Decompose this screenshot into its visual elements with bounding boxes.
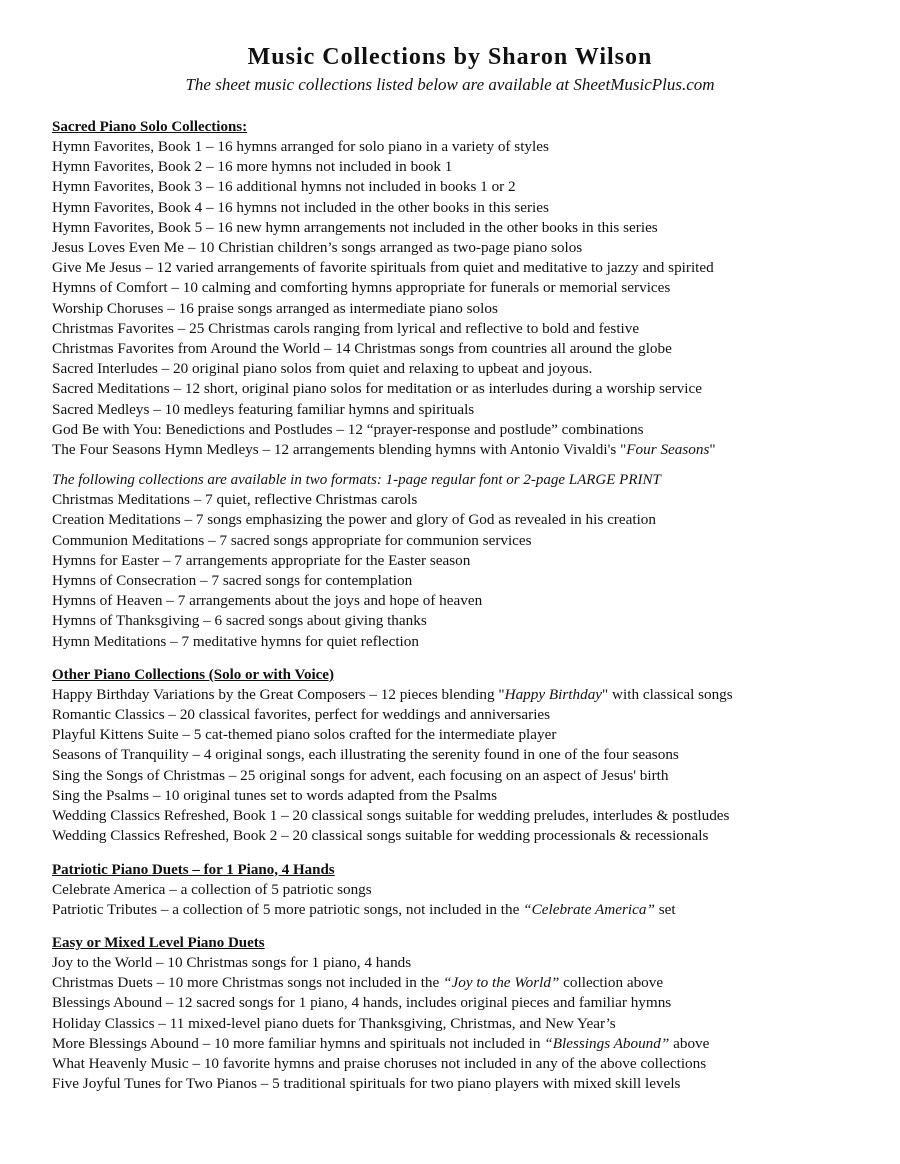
list-item: Seasons of Tranquility – 4 original songs, each illustrating the serenity found in one of the four seasons [52,746,679,764]
list-item: Hymns of Heaven – 7 arrangements about the joys and hope of heaven [52,592,483,610]
easy-heading: Easy or Mixed Level Piano Duets [52,934,265,951]
text-segment: above [669,1034,710,1052]
list-item: Hymn Favorites, Book 1 – 16 hymns arranged for solo piano in a variety of styles [52,138,549,155]
other-section [52,665,900,847]
list-item: Christmas Favorites – 25 Christmas carols ranging from lyrical and reflective to bold and festive [52,319,640,337]
list-item: Sing the Psalms – 10 original tunes set to words adapted from the Psalms [52,786,498,804]
text-segment-italic: “Blessings Abound” [544,1034,670,1052]
list-item-birthday [52,685,900,705]
page-title: Music Collections by Sharon Wilson [247,44,653,70]
list-item: Hymns of Consecration – 7 sacred songs for contemplation [52,572,413,590]
list-item: Christmas Meditations – 7 quiet, reflective Christmas carols [52,491,418,509]
text-segment-italic: “Celebrate America” [523,900,655,918]
patriotic-section [52,860,900,920]
list-item: Hymn Favorites, Book 3 – 16 additional hymns not included in books 1 or 2 [52,178,516,196]
list-item-christmas-duets [52,973,900,993]
list-item: Playful Kittens Suite – 5 cat-themed piano solos crafted for the intermediate player [52,726,557,744]
list-item: Sing the Songs of Christmas – 25 original songs for advent, each focusing on an aspect of Jesus' birth [52,766,669,784]
list-item: Five Joyful Tunes for Two Pianos – 5 traditional spirituals for two piano players with mixed skill levels [52,1075,681,1093]
list-item: What Heavenly Music – 10 favorite hymns and praise choruses not included in any of the above collections [52,1054,707,1072]
list-item: Holiday Classics – 11 mixed-level piano duets for Thanksgiving, Christmas, and New Year’s [52,1014,616,1032]
list-item: Communion Meditations – 7 sacred songs appropriate for communion services [52,531,532,549]
text-segment: Christmas Duets – 10 more Christmas songs not included in the [52,974,444,992]
list-item: God Be with You: Benedictions and Postludes – 12 “prayer-response and postlude” combinations [52,420,644,438]
text-segment: collection above [559,974,664,992]
list-item-tributes [52,900,900,920]
list-item-more-blessings [52,1034,900,1054]
list-item: Jesus Loves Even Me – 10 Christian children’s songs arranged as two-page piano solos [52,239,583,257]
list-item: Hymns of Comfort – 10 calming and comforting hymns appropriate for funerals or memorial services [52,279,671,297]
list-item: Hymn Meditations – 7 meditative hymns for quiet reflection [52,632,419,650]
text-segment: " with classical songs [602,685,733,703]
list-item: Worship Choruses – 16 praise songs arranged as intermediate piano solos [52,299,498,317]
other-heading: Other Piano Collections (Solo or with Voice) [52,666,334,683]
list-item: Joy to the World – 10 Christmas songs for 1 piano, 4 hands [52,953,412,971]
list-item: Romantic Classics – 20 classical favorites, perfect for weddings and anniversaries [52,706,551,724]
list-item-four-seasons [52,440,900,460]
text-segment: The Four Seasons Hymn Medleys – 12 arrangements blending hymns with Antonio Vivaldi's " [52,441,627,459]
list-item: Hymn Favorites, Book 2 – 16 more hymns not included in book 1 [52,158,453,176]
text-segment-italic: “Joy to the World” [443,974,560,992]
text-segment: Happy Birthday Variations by the Great Composers – 12 pieces blending " [52,685,505,703]
list-item: Hymn Favorites, Book 5 – 16 new hymn arrangements not included in the other books in this series [52,218,658,236]
list-item: Blessings Abound – 12 sacred songs for 1 piano, 4 hands, includes original pieces and familiar hymns [52,994,672,1012]
list-item: Wedding Classics Refreshed, Book 1 – 20 classical songs suitable for wedding preludes, interludes & postludes [52,807,730,825]
list-item: Hymn Favorites, Book 4 – 16 hymns not included in the other books in this series [52,198,549,216]
list-item: Creation Meditations – 7 songs emphasizing the power and glory of God as revealed in his creation [52,511,656,529]
list-item: Sacred Meditations – 12 short, original piano solos for meditation or as interludes during a worship service [52,380,702,398]
list-item: Give Me Jesus – 12 varied arrangements of favorite spirituals from quiet and meditative to jazzy and spirited [52,259,714,277]
sacred-heading: Sacred Piano Solo Collections: [52,119,248,135]
text-segment-italic: Four Seasons [626,441,710,459]
text-segment: More Blessings Abound – 10 more familiar hymns and spirituals not included in [52,1034,545,1052]
list-item: Hymns for Easter – 7 arrangements appropriate for the Easter season [52,551,471,569]
list-item: Sacred Medleys – 10 medleys featuring familiar hymns and spirituals [52,400,475,418]
list-item: Hymns of Thanksgiving – 6 sacred songs about giving thanks [52,612,427,630]
patriotic-heading: Patriotic Piano Duets – for 1 Piano, 4 Hands [52,861,335,878]
list-item: Celebrate America – a collection of 5 patriotic songs [52,880,372,898]
sacred-section [52,117,900,652]
text-segment: set [654,900,676,918]
list-item: Sacred Interludes – 20 original piano solos from quiet and relaxing to upbeat and joyous. [52,360,593,378]
text-segment: " [709,441,716,459]
text-segment: Patriotic Tributes – a collection of 5 more patriotic songs, not included in the [52,900,524,918]
list-item: Christmas Favorites from Around the World – 14 Christmas songs from countries all around the globe [52,340,672,358]
page-subtitle: The sheet music collections listed below are available at SheetMusicPlus.com [185,75,715,94]
formats-note: The following collections are available in two formats: 1-page regular font or 2-page LARGE PRINT [52,472,661,489]
easy-section [52,933,900,1094]
text-segment-italic: Happy Birthday [504,685,603,703]
list-item: Wedding Classics Refreshed, Book 2 – 20 classical songs suitable for wedding processionals & recessionals [52,827,709,845]
